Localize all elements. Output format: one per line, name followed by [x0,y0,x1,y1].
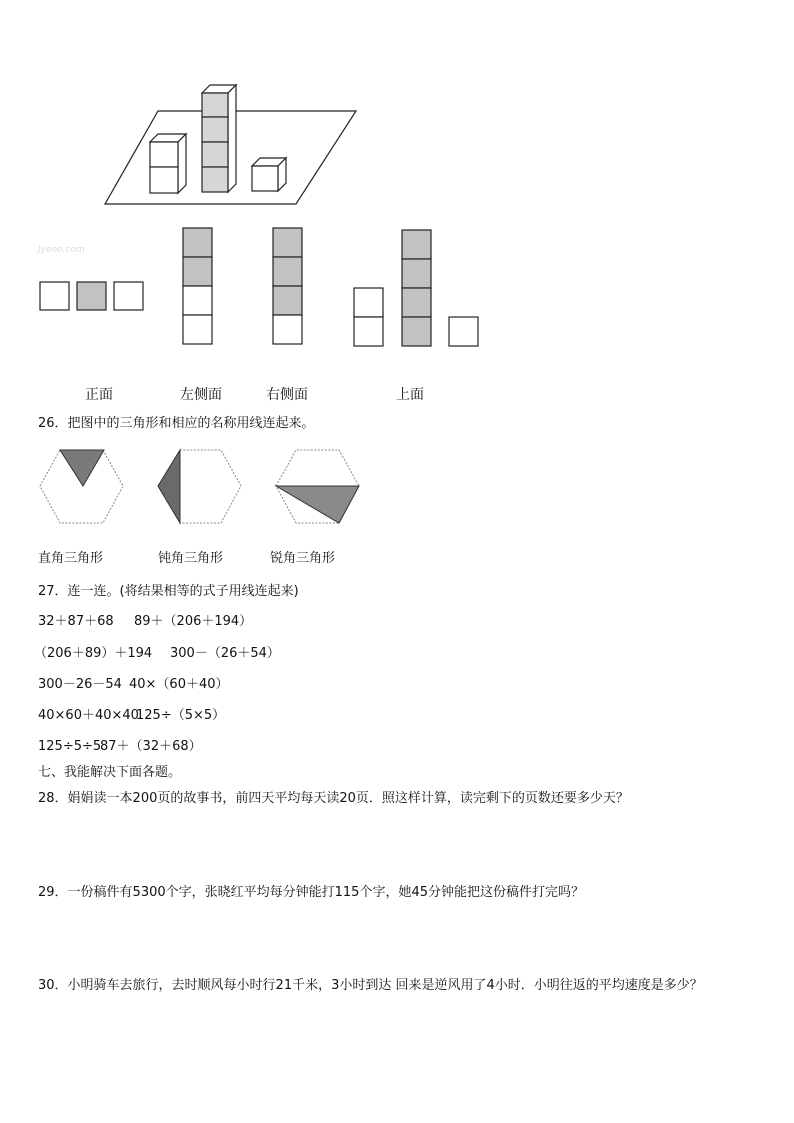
watermark: Jyeoo.com [38,245,85,255]
q29-text: 29．一份稿件有5300个字，张晓红平均每分钟能打115个字，她45分钟能把这份稿件打完吗？ [38,885,584,900]
q27-row-4-left: 40×60＋40×40 [38,708,139,723]
top-view [354,230,478,346]
label-left-side-view: 左侧面 [180,387,222,403]
q27-row-5-right: 87＋（32＋68） [100,739,202,754]
q27-title: 27．连一连。(将结果相等的式子用线连起来) [38,584,299,599]
label-top-view: 上面 [396,387,424,403]
q26-title: 26．把图中的三角形和相应的名称用线连起来。 [38,416,315,431]
q26-name-right-triangle: 直角三角形 [38,551,104,566]
hexagon-acute-triangle [276,450,359,523]
right-side-view [273,228,302,344]
label-front-view: 正面 [85,387,113,403]
q27-row-4-right: 125÷（5×5） [136,708,226,723]
q27-row-2-left: （206＋89）＋194 [34,646,153,661]
q27-row-1-left: 32＋87＋68 [38,614,114,629]
hexagon-obtuse-triangle [158,450,241,523]
label-right-side-view: 右侧面 [266,387,308,403]
q30-text: 30．小明骑车去旅行，去时顺风每小时行21千米，3小时到达 回来是逆风用了4小时．小明往返的平均速度是多少？ [38,978,703,993]
q27-row-3-left: 300－26－54 [38,677,122,692]
q27-row-3-right: 40×（60＋40） [129,677,229,692]
q26-hexagons [38,448,368,528]
left-stack [150,134,186,193]
q26-name-acute-triangle: 锐角三角形 [270,551,336,566]
front-view [40,282,143,310]
hexagon-right-triangle [40,450,123,523]
q28-text: 28．娟娟读一本200页的故事书，前四天平均每天读20页．照这样计算，读完剩下的页数还要多少天？ [38,791,629,806]
q26-name-obtuse-triangle: 钝角三角形 [158,551,224,566]
left-side-view [183,228,212,344]
cube-stack-figure [100,80,360,210]
view-drawings [38,225,488,350]
q27-row-5-left: 125÷5÷5 [38,739,102,754]
q27-row-2-right: 300－（26＋54） [170,646,280,661]
tall-stack [202,85,236,192]
single-cube [252,158,286,191]
section7-title: 七、我能解决下面各题。 [38,765,182,780]
q27-row-1-right: 89＋（206＋194） [134,614,253,629]
